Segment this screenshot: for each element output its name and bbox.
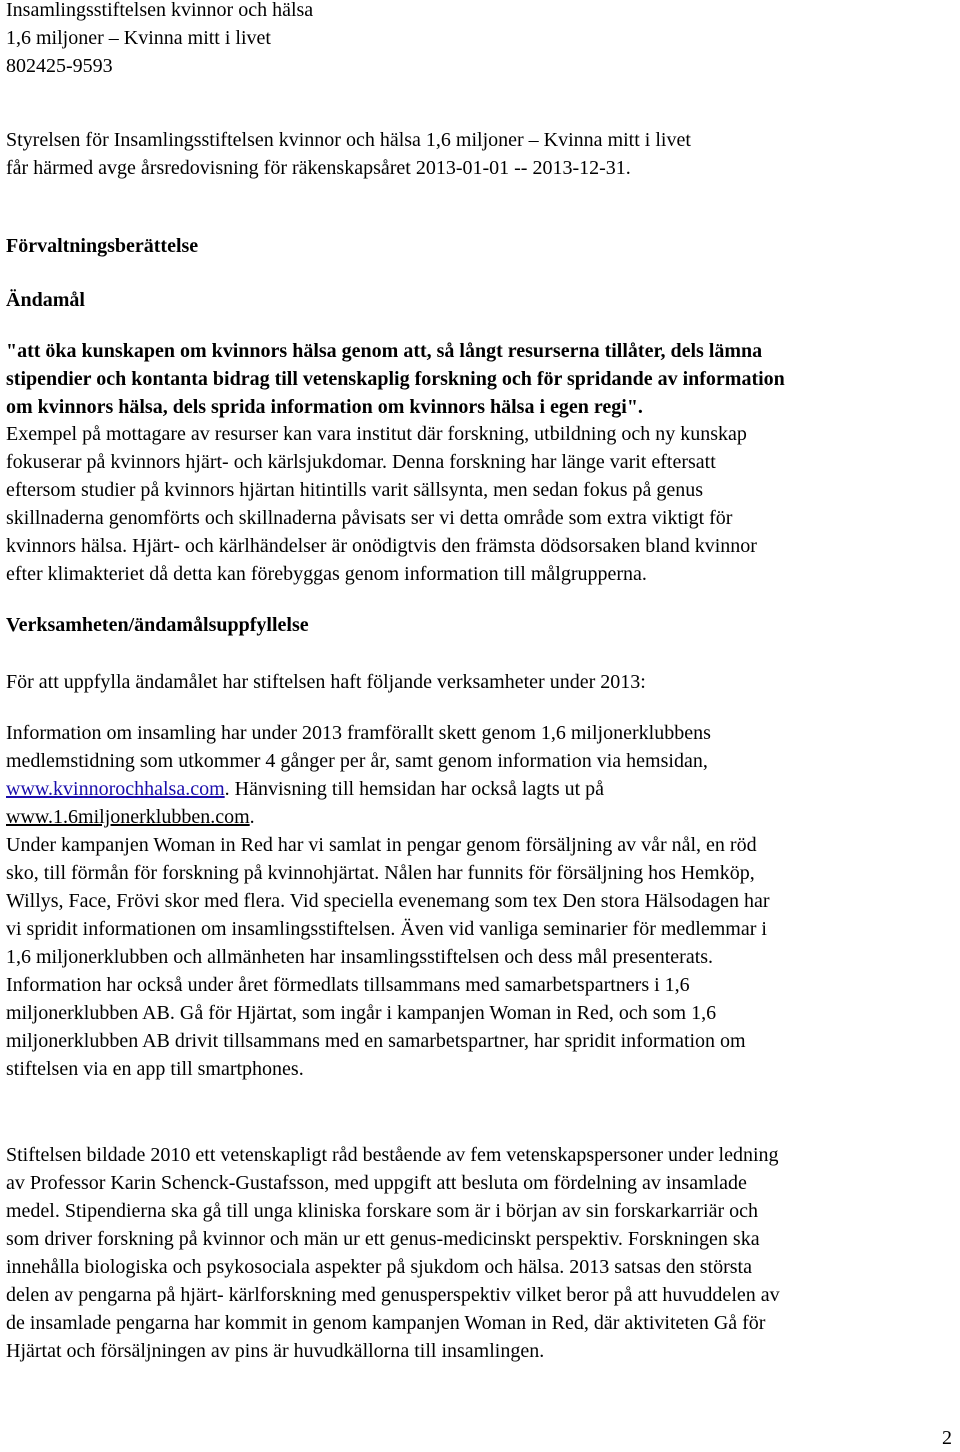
organization-number: 802425-9593 — [6, 55, 113, 77]
body-line: eftersom studier på kvinnors hjärtan hitintills varit sällsynta, men sedan fokus på genus — [6, 479, 704, 501]
link-trailing-text: . — [249, 806, 255, 828]
scientific-council-paragraph — [6, 1141, 780, 1365]
document-header — [6, 0, 313, 80]
quote-line: stipendier och kontanta bidrag till vetenskaplig forskning och för spridande av information — [6, 368, 785, 390]
body-line: delen av pengarna på hjärt- kärlforskning med genusperspektiv vilket beror på att huvuddelen av — [6, 1284, 780, 1306]
body-line: medlemstidning som utkommer 4 gånger per år, samt genom information via hemsidan, — [6, 750, 708, 772]
organization-name: Insamlingsstiftelsen kvinnor och hälsa — [6, 0, 314, 21]
body-line: medel. Stipendierna ska gå till unga kliniska forskare som är i början av sin forskarkarriär och — [6, 1200, 758, 1222]
intro-line: får härmed avge årsredovisning för räkenskapsåret 2013-01-01 -- 2013-12-31. — [6, 157, 631, 179]
body-line: Under kampanjen Woman in Red har vi samlat in pengar genom försäljning av vår nål, en röd — [6, 834, 757, 856]
body-line — [6, 803, 770, 831]
intro-paragraph — [6, 126, 691, 182]
campaign-name: 1,6 miljoner – Kvinna mitt i livet — [6, 27, 271, 49]
body-line: sko, till förmån för forskning på kvinnohjärtat. Nålen har funnits för försäljning hos Hemköp, — [6, 862, 755, 884]
body-line: som driver forskning på kvinnor och män ur ett genus-medicinskt perspektiv. Forskningen ska — [6, 1228, 760, 1250]
body-line: Information har också under året förmedlats tillsammans med samarbetspartners i 1,6 — [6, 974, 690, 996]
body-line — [6, 775, 770, 803]
page-number: 2 — [942, 1427, 952, 1449]
body-line: de insamlade pengarna har kommit in genom kampanjen Woman in Red, där aktiviteten Gå för — [6, 1312, 766, 1334]
body-line: Exempel på mottagare av resurser kan vara institut där forskning, utbildning och ny kunskap — [6, 423, 747, 445]
activities-intro: För att uppfylla ändamålet har stiftelsen haft följande verksamheter under 2013: — [6, 671, 646, 693]
body-line: vi spridit informationen om insamlingsstiftelsen. Även vid vanliga seminarier för medlemmar i — [6, 918, 767, 940]
body-line: efter klimakteriet då detta kan förebyggas genom information till målgrupperna. — [6, 563, 647, 585]
body-line: Stiftelsen bildade 2010 ett vetenskapligt råd bestående av fem vetenskapspersoner under ledning — [6, 1144, 779, 1166]
body-line: innehålla biologiska och psykosociala aspekter på sjukdom och hälsa. 2013 satsas den största — [6, 1256, 752, 1278]
website-link-miljonerklubben[interactable]: www.1.6miljonerklubben.com — [6, 806, 250, 828]
body-line: miljonerklubben AB. Gå för Hjärtat, som ingår i kampanjen Woman in Red, och som 1,6 — [6, 1002, 717, 1024]
purpose-quote — [6, 337, 785, 421]
body-line: av Professor Karin Schenck-Gustafsson, med uppgift att besluta om fördelning av insamlade — [6, 1172, 747, 1194]
body-line: skillnaderna genomförts och skillnaderna påvisats ser vi detta område som extra viktigt för — [6, 507, 733, 529]
quote-line: "att öka kunskapen om kvinnors hälsa genom att, så långt resurserna tillåter, dels lämna — [6, 340, 763, 362]
website-link-kvinnorochhalsa[interactable]: www.kvinnorochhalsa.com — [6, 778, 225, 800]
body-line: kvinnors hälsa. Hjärt- och kärlhändelser är onödigtvis den främsta dödsorsaken bland kvinnor — [6, 535, 757, 557]
body-line: 1,6 miljonerklubben och allmänheten har insamlingsstiftelsen och dess mål presenterats. — [6, 946, 714, 968]
body-line: stiftelsen via en app till smartphones. — [6, 1058, 304, 1080]
intro-line: Styrelsen för Insamlingsstiftelsen kvinnor och hälsa 1,6 miljoner – Kvinna mitt i livet — [6, 129, 691, 151]
activities-information — [6, 719, 770, 1083]
link-trailing-text: . Hänvisning till hemsidan har också lagts ut på — [224, 778, 605, 800]
heading-purpose: Ändamål — [6, 289, 85, 311]
purpose-body — [6, 420, 757, 588]
quote-line: om kvinnors hälsa, dels sprida information om kvinnors hälsa i egen regi". — [6, 396, 643, 418]
body-line: Information om insamling har under 2013 framförallt skett genom 1,6 miljonerklubbens — [6, 722, 711, 744]
body-line: Hjärtat och försäljningen av pins är huvudkällorna till insamlingen. — [6, 1340, 545, 1362]
body-line: fokuserar på kvinnors hjärt- och kärlsjukdomar. Denna forskning har länge varit eftersatt — [6, 451, 716, 473]
body-line: miljonerklubben AB drivit tillsammans med en samarbetspartner, har spridit information om — [6, 1030, 746, 1052]
heading-activities: Verksamheten/ändamålsuppfyllelse — [6, 614, 309, 636]
heading-management-report: Förvaltningsberättelse — [6, 235, 199, 257]
body-line: Willys, Face, Frövi skor med flera. Vid speciella evenemang som tex Den stora Hälsodagen har — [6, 890, 770, 912]
